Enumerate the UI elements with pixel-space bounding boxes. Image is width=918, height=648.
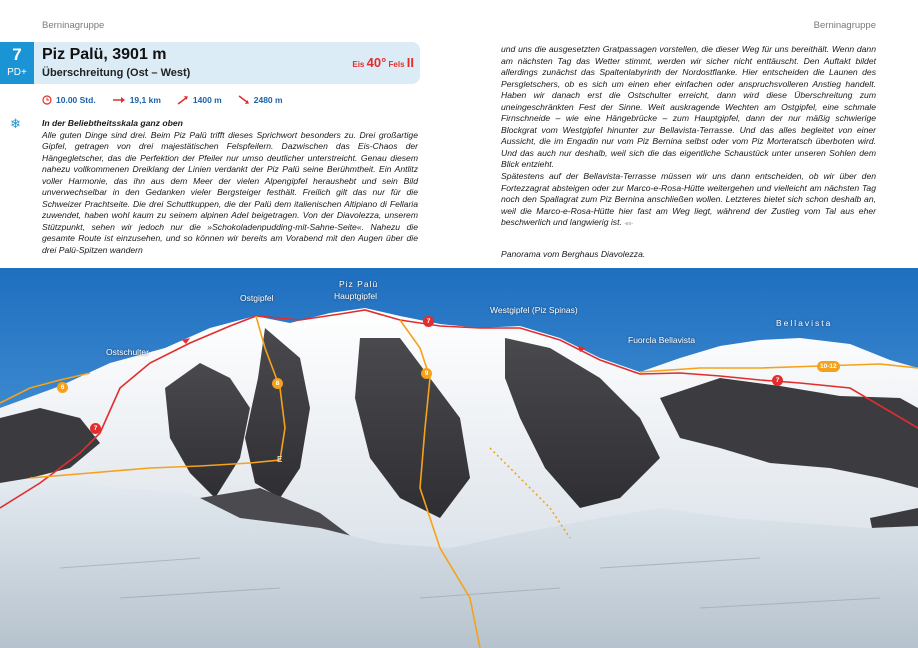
tour-title-box — [34, 42, 420, 84]
difficulty-rating — [352, 55, 414, 70]
tour-number-badge — [0, 42, 34, 84]
body-text-right-2-content: Spätestens auf der Bellavista-Terrasse müssen wir uns dann entscheiden, ob wir über den Fortezzagrat absteigen oder zur Marco-e-Rosa-Hütte weitergehen und vielleicht am nächsten Tag noch den Spallagrat zum Piz Bernina anschließen wollen. Letzteres bietet sich schon deshalb an, weil die Marco-e-Rosa-Hütte hier fast am Weg liegt, während der Zustieg vom Tal aus eher beschwerlich und langwierig ist. — [501, 171, 876, 228]
body-text-right-2 — [501, 171, 876, 231]
stat-ascent — [177, 95, 222, 105]
distance-arrow-icon — [112, 96, 126, 104]
route-marker-6: 6 — [57, 382, 68, 393]
stat-distance — [112, 95, 161, 105]
body-text-left: Alle guten Dinge sind drei. Beim Piz Palü trifft dieses Sprichwort besonders zu. Drei großartige Gipfel, getragen von drei majestätischen Felspfeilern. Dazwischen das Eis-Chaos der Hängegletscher, das die Perfektion der Pfeiler nur umso deutlicher unterstreicht. Genau diesem nahezu vollkommenen Dreiklang der Linien verdankt der Piz Palü seine Berühmtheit. Ein Antlitz voller Harmonie, das ihn aus dem Meer der vielen Alpengipfel heraushebt und sein Bild unverwechselbar in den Gedanken vieler Bergsteiger festhält. Freilich gilt das nur für die Schweizer Prachtseite. Die drei Schuttkuppen, die der Palü dem italienischen Altipiano di Fellaria zuwendet, haben wohl kaum zu seinem alpinen Adel beigetragen. Von der Diavolezza, unserem Stützpunkt, sehen wir jedoch nur die »Schokoladenpudding-mit-Sahne-Seite«. Nahezu die gesamte Route ist einzusehen, und so können wir bereits am Vorabend mit den Augen über die drei Palü-Spitzen wandern — [42, 129, 418, 256]
stat-ascent-value: 1400 m — [192, 95, 222, 105]
route-marker-8: 8 — [272, 378, 283, 389]
stat-descent-value: 2480 m — [253, 95, 283, 105]
route-marker-9: 9 — [421, 368, 432, 379]
running-head-left: Berninagruppe — [42, 20, 105, 31]
tour-title: Piz Palü, 3901 m — [42, 46, 167, 63]
rock-value: II — [406, 55, 414, 70]
route-marker-7-right: 7 — [772, 375, 783, 386]
label-hauptgipfel: Hauptgipfel — [334, 291, 378, 301]
ascent-arrow-icon — [177, 95, 189, 105]
photo-caption: Panorama vom Berghaus Diavolezza. — [501, 249, 646, 259]
clock-icon — [42, 95, 52, 105]
route-marker-e: E — [277, 455, 283, 464]
body-text-right-1: und uns die ausgesetzten Gratpassagen vorstellen, die dieser Weg für uns bereithält. Wenn dann am nächsten Tag das Wetter stimmt, werden wir sicher nicht enttäuscht. Den Auftakt bildet allerdings zunächst das Spaltenlabyrinth der Nordostflanke. Hier entscheiden die Launen des Persgletschers, ob es sich um einen eher einfachen oder anspruchsvolleren Anstieg handelt. Haben wir danach erst die Ostschulter erreicht, dann wird diese Überschreitung zum uneingeschränkten Fest der Sinne. Weit auskragende Wechten am Ostgipfel, eine schmale Firnschneide – wie eine Hängebrücke – zum Hauptgipfel, dann der nur mäßig schwierige Blockgrat vom Westgipfel hinunter zur Bellavista-Terrasse. Und das alles begleitet von einer Aussicht, die im Engadin nur vom Piz Bernina selbst oder vom Piz Morteratsch überboten wird. Und das auch nur deshalb, weil sich die das eigentliche Schaustück unter unseren Sohlen dem Blick entzieht. — [501, 44, 876, 170]
descent-arrow-icon — [238, 95, 250, 105]
label-ostschulter: Ostschulter — [106, 347, 149, 357]
route-marker-7-top: 7 — [423, 316, 434, 327]
route-marker-7-left: 7 — [90, 423, 101, 434]
label-bellavista: Bellavista — [776, 318, 833, 328]
ice-label: Eis — [352, 60, 365, 69]
stat-descent — [238, 95, 283, 105]
label-piz-palu: Piz Palü — [339, 279, 379, 289]
text-column-right — [501, 44, 876, 231]
label-fuorcla-bellavista: Fuorcla Bellavista — [628, 335, 696, 345]
tour-number: 7 — [12, 45, 22, 64]
ice-value: 40° — [366, 55, 387, 70]
route-marker-10-12: 10-12 — [817, 361, 840, 372]
tour-grade: PD+ — [7, 67, 27, 78]
tour-stats — [42, 95, 299, 105]
tour-header — [0, 42, 420, 84]
stat-duration — [42, 95, 96, 105]
label-ostgipfel: Ostgipfel — [240, 293, 274, 303]
snowflake-icon: ❄ — [10, 116, 21, 131]
running-head-right: Berninagruppe — [813, 20, 876, 31]
stat-distance-value: 19,1 km — [129, 95, 161, 105]
label-westgipfel: Westgipfel (Piz Spinas) — [490, 305, 578, 315]
stat-duration-value: 10.00 Std. — [56, 95, 96, 105]
tour-subtitle: Überschreitung (Ost – West) — [42, 67, 191, 79]
rock-label: Fels — [388, 60, 405, 69]
lead-heading: In der Beliebtheitsskala ganz oben — [42, 118, 183, 128]
text-column-left — [42, 118, 418, 257]
author-mark: -es- — [624, 221, 633, 228]
